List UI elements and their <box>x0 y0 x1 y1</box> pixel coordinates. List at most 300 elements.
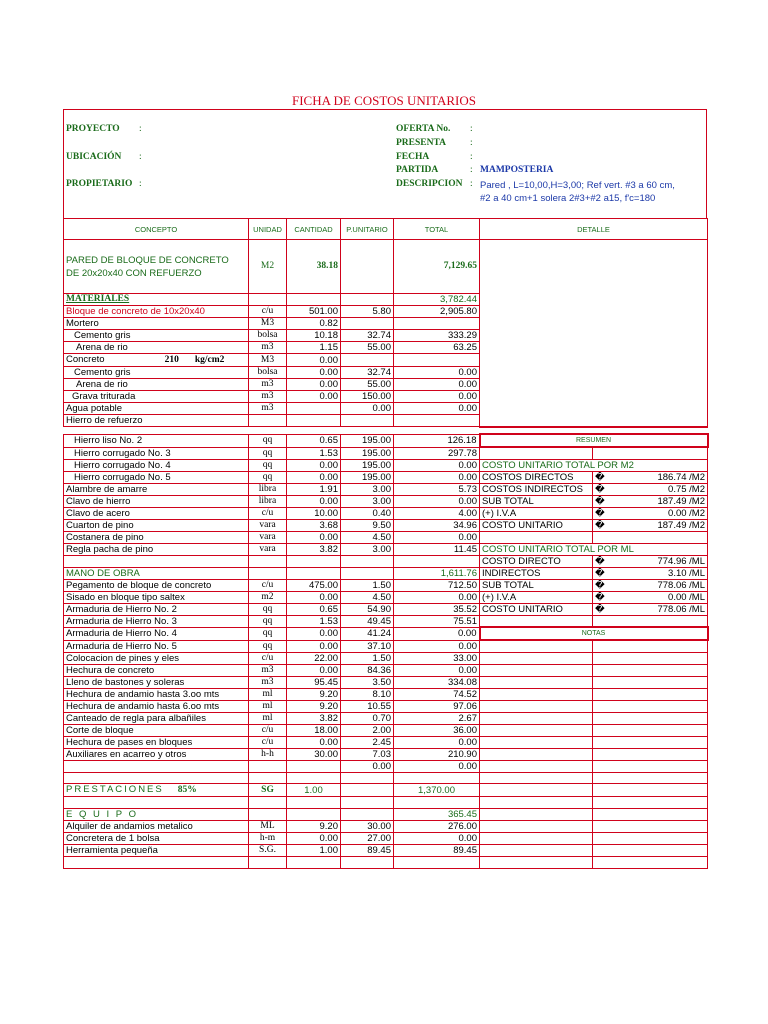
row-unidad: ml <box>249 700 287 712</box>
resumen-number: 186.74 <box>657 471 687 483</box>
resumen-value <box>657 472 705 483</box>
col-detalle: DETALLE <box>480 219 708 240</box>
table-row <box>64 820 708 832</box>
row-unidad: qq <box>249 603 287 615</box>
partida-line1: PARED DE BLOQUE DE CONCRETO <box>66 254 229 266</box>
cost-table-lower <box>63 433 709 869</box>
row-total: 333.29 <box>394 330 480 342</box>
row-cantidad: 475.00 <box>287 579 341 591</box>
empty-cell <box>394 318 480 330</box>
empty-cell <box>287 555 341 567</box>
marker: � <box>595 483 605 495</box>
empty-cell <box>593 664 708 676</box>
table-row <box>64 832 708 844</box>
resumen-label: COSTO UNITARIO <box>480 519 593 531</box>
descripcion-colon: : <box>470 179 473 189</box>
resumen-label: SUB TOTAL <box>480 495 593 507</box>
empty-cell <box>249 856 287 868</box>
row-concepto: Cemento gris <box>64 367 249 379</box>
partida-punitario <box>341 240 394 294</box>
row-concepto: Hechura de andamio hasta 3.oo mts <box>64 688 249 700</box>
row-total: 0.00 <box>394 495 480 507</box>
table-row <box>64 688 708 700</box>
marker: � <box>595 471 605 483</box>
row-precio: 4.50 <box>341 531 394 543</box>
empty-cell <box>480 844 593 856</box>
resumen-value-cell <box>593 603 708 615</box>
resumen-value <box>657 520 705 531</box>
row-total: 0.00 <box>394 736 480 748</box>
row-precio: 195.00 <box>341 447 394 459</box>
partida-total: 7,129.65 <box>394 240 480 294</box>
table-row <box>64 483 708 495</box>
row-cantidad <box>287 403 341 415</box>
table-row <box>64 459 708 471</box>
mano-obra-header-row <box>64 567 708 579</box>
empty-cell <box>249 555 287 567</box>
row-precio: 195.00 <box>341 434 394 447</box>
row-unidad <box>249 760 287 772</box>
col-concepto: CONCEPTO <box>64 219 249 240</box>
empty-cell <box>341 415 394 427</box>
oferta-label: OFERTA No. <box>396 124 451 134</box>
resumen-number: 774.96 <box>657 555 687 567</box>
row-unidad: m3 <box>249 379 287 391</box>
row-cantidad: 1.00 <box>287 844 341 856</box>
table-row <box>64 555 708 567</box>
empty-cell <box>287 808 341 820</box>
empty-cell <box>593 447 708 459</box>
row-unidad: qq <box>249 434 287 447</box>
table-row <box>64 471 708 483</box>
resumen-label: COSTOS DIRECTOS <box>480 471 593 483</box>
row-cantidad: 0.00 <box>287 531 341 543</box>
row-concepto: Alambre de amarre <box>64 483 249 495</box>
row-cantidad: 0.65 <box>287 434 341 447</box>
row-cantidad <box>287 760 341 772</box>
empty-cell <box>480 772 593 784</box>
resumen-value <box>657 580 705 591</box>
fecha-label: FECHA <box>396 152 430 162</box>
title-underline <box>63 109 706 110</box>
empty-cell <box>341 555 394 567</box>
prestaciones-cantidad: 1.00 <box>287 784 341 797</box>
row-precio: 3.00 <box>341 495 394 507</box>
materiales-label: MATERIALES <box>64 294 249 306</box>
row-precio: 1.50 <box>341 652 394 664</box>
resumen-number: 3.10 <box>668 567 687 579</box>
marker: � <box>595 495 605 507</box>
prestaciones-total: 1,370.00 <box>394 784 480 797</box>
table-row <box>64 434 708 447</box>
row-concepto: Armaduria de Hierro No. 4 <box>64 627 249 640</box>
row-cantidad: 9.20 <box>287 820 341 832</box>
marker: � <box>595 519 605 531</box>
row-precio: 89.45 <box>341 844 394 856</box>
row-cantidad: 0.00 <box>287 627 341 640</box>
empty-cell <box>249 415 287 427</box>
table-row <box>64 640 708 652</box>
row-precio: 3.00 <box>341 543 394 555</box>
prestaciones-unidad: SG <box>249 784 287 797</box>
resumen-value <box>668 484 705 495</box>
resumen-unit: /ML <box>689 579 706 591</box>
table-row <box>64 579 708 591</box>
row-total: 0.00 <box>394 760 480 772</box>
resumen-number: 0.00 <box>668 507 687 519</box>
row-unidad: bolsa <box>249 330 287 342</box>
empty-cell <box>394 797 480 809</box>
resumen-unit: /M2 <box>689 471 706 483</box>
resumen-ml-title: COSTO UNITARIO TOTAL POR ML <box>480 543 708 555</box>
row-unidad: m3 <box>249 342 287 354</box>
resumen-header: RESUMEN <box>480 434 708 447</box>
row-precio: 2.45 <box>341 736 394 748</box>
row-precio: 10.55 <box>341 700 394 712</box>
resumen-value-cell <box>593 471 708 483</box>
row-total: 210.90 <box>394 748 480 760</box>
marker: � <box>595 591 605 603</box>
row-total: 36.00 <box>394 724 480 736</box>
row-precio: 32.74 <box>341 330 394 342</box>
resumen-number: 0.00 <box>668 591 687 603</box>
prestaciones-pct: 85% <box>177 785 197 796</box>
empty-cell <box>593 784 708 797</box>
empty-cell <box>480 760 593 772</box>
descripcion-label: DESCRIPCION <box>396 179 463 189</box>
empty-cell <box>480 748 593 760</box>
detalle-area <box>480 240 708 427</box>
row-precio: 0.00 <box>341 403 394 415</box>
row-cantidad: 10.00 <box>287 507 341 519</box>
row-concepto: Clavo de acero <box>64 507 249 519</box>
resumen-value <box>657 496 705 507</box>
empty-cell <box>480 531 593 543</box>
resumen-unit: /ML <box>689 591 706 603</box>
row-total: 34.96 <box>394 519 480 531</box>
row-unidad: c/u <box>249 507 287 519</box>
header-box-right <box>706 109 707 219</box>
row-unidad: qq <box>249 447 287 459</box>
row-unidad: ML <box>249 820 287 832</box>
resumen-number: 0.75 <box>668 483 687 495</box>
row-total: 33.00 <box>394 652 480 664</box>
table-row <box>64 748 708 760</box>
concreto-label: Concreto <box>66 354 105 365</box>
concreto-resistencia: 210 <box>164 355 179 365</box>
row-precio: 55.00 <box>341 379 394 391</box>
row-concepto: Corte de bloque <box>64 724 249 736</box>
row-total: 0.00 <box>394 640 480 652</box>
row-concepto: Armaduria de Hierro No. 5 <box>64 640 249 652</box>
row-concepto: Hierro de refuerzo <box>64 415 249 427</box>
empty-cell <box>341 567 394 579</box>
row-precio: 0.70 <box>341 712 394 724</box>
empty-cell <box>480 664 593 676</box>
marker: � <box>595 507 605 519</box>
row-total: 2,905.80 <box>394 306 480 318</box>
row-cantidad: 0.00 <box>287 832 341 844</box>
row-unidad: libra <box>249 483 287 495</box>
resumen-number: 778.06 <box>657 603 687 615</box>
row-cantidad: 0.00 <box>287 459 341 471</box>
propietario-colon: : <box>139 179 142 189</box>
empty-cell <box>341 318 394 330</box>
row-precio: 55.00 <box>341 342 394 354</box>
row-cantidad: 9.20 <box>287 688 341 700</box>
row-cantidad: 0.00 <box>287 640 341 652</box>
empty-cell <box>480 652 593 664</box>
column-header-row <box>64 219 708 240</box>
empty-cell <box>287 415 341 427</box>
empty-cell <box>249 567 287 579</box>
row-unidad: qq <box>249 615 287 627</box>
resumen-value <box>657 556 705 567</box>
row-total: 75.51 <box>394 615 480 627</box>
table-row <box>64 760 708 772</box>
row-unidad: c/u <box>249 652 287 664</box>
row-cantidad: 95.45 <box>287 676 341 688</box>
empty-cell <box>341 797 394 809</box>
presenta-colon: : <box>470 138 473 148</box>
resumen-value-cell <box>593 579 708 591</box>
row-precio: 2.00 <box>341 724 394 736</box>
row-concepto: Hierro corrugado No. 5 <box>64 471 249 483</box>
prestaciones-label: PRESTACIONES <box>66 784 164 796</box>
empty-cell <box>593 688 708 700</box>
row-cantidad: 18.00 <box>287 724 341 736</box>
materiales-total: 3,782.44 <box>394 294 480 306</box>
empty-cell <box>593 712 708 724</box>
empty-cell <box>480 640 593 652</box>
empty-cell <box>593 856 708 868</box>
row-concepto: Hierro corrugado No. 4 <box>64 459 249 471</box>
row-concepto: Mortero <box>64 318 249 330</box>
empty-cell <box>480 676 593 688</box>
row-total: 35.52 <box>394 603 480 615</box>
empty-cell <box>480 712 593 724</box>
row-unidad: c/u <box>249 579 287 591</box>
row-unidad: qq <box>249 459 287 471</box>
row-concepto: Sisado en bloque tipo saltex <box>64 591 249 603</box>
row-concepto: Canteado de regla para albañiles <box>64 712 249 724</box>
row-precio: 49.45 <box>341 615 394 627</box>
row-total: 97.06 <box>394 700 480 712</box>
resumen-value-cell <box>593 567 708 579</box>
row-precio: 27.00 <box>341 832 394 844</box>
empty-cell <box>480 700 593 712</box>
row-concepto: Arena de rio <box>64 379 249 391</box>
row-unidad: M3 <box>249 354 287 367</box>
row-total: 0.00 <box>394 591 480 603</box>
row-precio: 41.24 <box>341 627 394 640</box>
empty-cell <box>341 294 394 306</box>
row-unidad: qq <box>249 627 287 640</box>
table-row <box>64 652 708 664</box>
resumen-unit: /ML <box>689 603 706 615</box>
row-precio: 4.50 <box>341 591 394 603</box>
empty-cell <box>341 784 394 797</box>
partida-row <box>64 240 708 294</box>
cost-table <box>63 218 708 428</box>
row-unidad: c/u <box>249 724 287 736</box>
row-unidad: vara <box>249 543 287 555</box>
empty-cell <box>593 531 708 543</box>
col-punitario: P.UNITARIO <box>341 219 394 240</box>
resumen-value-cell <box>593 483 708 495</box>
row-cantidad: 0.00 <box>287 354 341 367</box>
row-precio: 32.74 <box>341 367 394 379</box>
presenta-label: PRESENTA <box>396 138 446 148</box>
equipo-label: E Q U I P O <box>64 808 249 820</box>
resumen-unit: /M2 <box>689 519 706 531</box>
oferta-colon: : <box>470 124 473 134</box>
empty-cell <box>287 294 341 306</box>
resumen-label: COSTO DIRECTO <box>480 555 593 567</box>
col-unidad: UNIDAD <box>249 219 287 240</box>
table-row <box>64 615 708 627</box>
table-row <box>64 531 708 543</box>
table-row <box>64 724 708 736</box>
concreto-resistencia-unidad: kg/cm2 <box>194 355 225 365</box>
proyecto-label: PROYECTO <box>66 124 120 134</box>
row-cantidad: 30.00 <box>287 748 341 760</box>
row-precio: 0.00 <box>341 760 394 772</box>
empty-cell <box>64 772 249 784</box>
empty-cell <box>480 808 593 820</box>
resumen-value <box>668 568 705 579</box>
row-total: 0.00 <box>394 627 480 640</box>
row-unidad: vara <box>249 519 287 531</box>
marker: � <box>595 567 605 579</box>
row-total: 0.00 <box>394 391 480 403</box>
empty-cell <box>593 640 708 652</box>
empty-cell <box>249 797 287 809</box>
row-unidad: c/u <box>249 736 287 748</box>
resumen-value-cell <box>593 495 708 507</box>
row-cantidad: 1.91 <box>287 483 341 495</box>
resumen-value <box>657 604 705 615</box>
row-total: 0.00 <box>394 471 480 483</box>
resumen-number: 778.06 <box>657 579 687 591</box>
row-concepto: Clavo de hierro <box>64 495 249 507</box>
propietario-label: PROPIETARIO <box>66 179 133 189</box>
row-cantidad: 3.82 <box>287 543 341 555</box>
empty-cell <box>480 820 593 832</box>
descripcion-line2: #2 a 40 cm+1 solera 2#3+#2 a15, f'c=180 <box>480 193 656 204</box>
row-precio: 8.10 <box>341 688 394 700</box>
table-row <box>64 507 708 519</box>
row-concepto: Hierro liso No. 2 <box>64 434 249 447</box>
row-precio: 30.00 <box>341 820 394 832</box>
resumen-unit: /M2 <box>689 495 706 507</box>
row-unidad: bolsa <box>249 367 287 379</box>
resumen-value <box>668 508 705 519</box>
prestaciones-row <box>64 784 708 797</box>
resumen-value-cell <box>593 519 708 531</box>
resumen-value-cell <box>593 555 708 567</box>
table-row <box>64 627 708 640</box>
empty-cell <box>287 772 341 784</box>
empty-cell <box>593 772 708 784</box>
empty-cell <box>341 808 394 820</box>
row-cantidad: 3.82 <box>287 712 341 724</box>
empty-cell <box>593 797 708 809</box>
row-total: 297.78 <box>394 447 480 459</box>
empty-cell <box>593 844 708 856</box>
row-cantidad: 9.20 <box>287 700 341 712</box>
row-precio: 37.10 <box>341 640 394 652</box>
table-row <box>64 664 708 676</box>
row-cantidad: 1.53 <box>287 447 341 459</box>
row-total: 63.25 <box>394 342 480 354</box>
equipo-total: 365.45 <box>394 808 480 820</box>
marker: � <box>595 555 605 567</box>
row-concepto: Concretera de 1 bolsa <box>64 832 249 844</box>
marker: � <box>595 603 605 615</box>
spacer-row <box>64 797 708 809</box>
row-precio: 0.40 <box>341 507 394 519</box>
partida-colon: : <box>470 165 473 175</box>
row-total: 5.73 <box>394 483 480 495</box>
empty-cell <box>480 615 593 627</box>
row-cantidad: 10.18 <box>287 330 341 342</box>
empty-cell <box>394 772 480 784</box>
empty-cell <box>394 415 480 427</box>
row-total: 276.00 <box>394 820 480 832</box>
row-concepto: Pegamento de bloque de concreto <box>64 579 249 591</box>
row-total: 126.18 <box>394 434 480 447</box>
row-concepto: Cuarton de pino <box>64 519 249 531</box>
table-row <box>64 603 708 615</box>
row-precio: 150.00 <box>341 391 394 403</box>
row-cantidad: 1.15 <box>287 342 341 354</box>
page-title: FICHA DE COSTOS UNITARIOS <box>292 93 476 108</box>
table-row <box>64 676 708 688</box>
row-unidad: c/u <box>249 306 287 318</box>
table-row <box>64 495 708 507</box>
row-unidad: qq <box>249 471 287 483</box>
row-unidad: ml <box>249 712 287 724</box>
row-concepto <box>64 760 249 772</box>
row-cantidad: 501.00 <box>287 306 341 318</box>
row-cantidad: 3.68 <box>287 519 341 531</box>
col-cantidad: CANTIDAD <box>287 219 341 240</box>
row-total: 89.45 <box>394 844 480 856</box>
empty-cell <box>341 354 394 367</box>
row-total: 0.00 <box>394 459 480 471</box>
row-unidad: m3 <box>249 664 287 676</box>
row-cantidad: 0.65 <box>287 603 341 615</box>
empty-cell <box>64 555 249 567</box>
empty-cell <box>249 294 287 306</box>
row-cantidad: 0.00 <box>287 379 341 391</box>
equipo-header-row <box>64 808 708 820</box>
row-concepto: Hechura de concreto <box>64 664 249 676</box>
row-cantidad: 0.00 <box>287 367 341 379</box>
empty-cell <box>394 856 480 868</box>
marker: � <box>595 579 605 591</box>
row-total: 2.67 <box>394 712 480 724</box>
row-cantidad: 0.00 <box>287 591 341 603</box>
row-total: 4.00 <box>394 507 480 519</box>
ubicacion-label: UBICACIÓN <box>66 152 122 162</box>
row-concepto: Colocacion de pines y eles <box>64 652 249 664</box>
partida-label: PARTIDA <box>396 165 439 175</box>
empty-cell <box>480 784 593 797</box>
row-unidad: S.G. <box>249 844 287 856</box>
row-unidad: m3 <box>249 676 287 688</box>
